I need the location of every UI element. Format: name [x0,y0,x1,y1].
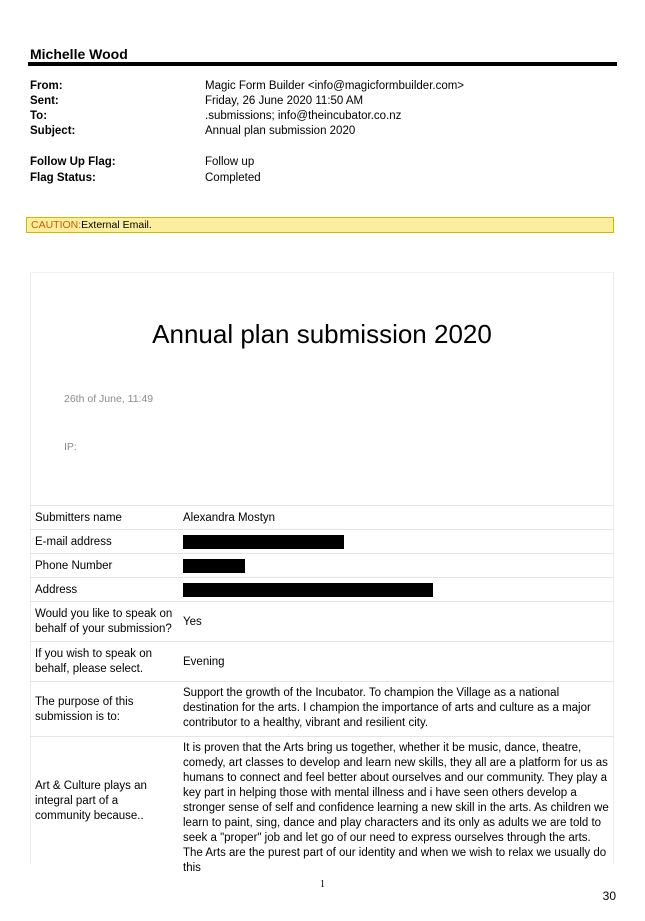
header-sent-label: Sent: [30,95,59,107]
caution-banner [26,217,614,233]
row-value: Evening [183,656,225,668]
row-label: Phone Number [35,560,113,572]
header-from-label: From: [30,80,63,92]
table-row-purpose [30,681,614,736]
redacted-phone [183,559,245,573]
form-title: Annual plan submission 2020 [152,319,492,349]
table-row-art-culture [30,736,614,874]
row-label: E-mail address [35,536,112,548]
row-label: Submitters name [35,512,122,524]
table-row-email [30,529,614,553]
header-subject-value: Annual plan submission 2020 [205,125,356,137]
header-to-value: .submissions; info@theincubator.co.nz [205,110,402,122]
row-value: Yes [183,616,202,628]
document-page-number: 30 [602,889,616,903]
flag-status-value: Completed [205,172,261,184]
row-label: Address [35,584,78,596]
table-row-phone [30,553,614,577]
sender-divider [28,62,617,66]
table-row-address [30,577,614,601]
form-date: 26th of June, 11:49 [64,393,154,405]
table-row-speak [30,601,614,641]
flag-status-label: Flag Status: [30,172,96,184]
table-row-submitters-name [30,505,614,529]
header-sent-value: Friday, 26 June 2020 11:50 AM [205,95,364,107]
header-from-value: Magic Form Builder <info@magicformbuilder.com> [205,80,465,92]
row-value: Alexandra Mostyn [183,512,276,524]
page-number: 1 [320,879,325,890]
header-subject-label: Subject: [30,125,76,137]
redacted-address [183,583,433,597]
redacted-email [183,535,344,549]
row-label: Would you like to speak on behalf of your submission? [35,608,173,635]
row-value: Support the growth of the Incubator. To champion the Village as a national destination for the arts. I champion the importance of arts and culture as a major contributor to a healthy, vibrant and resilient city. [183,687,591,729]
caution-text: External Email. [81,219,152,231]
caution-label: CAUTION: [31,219,82,231]
follow-up-flag-value: Follow up [205,156,255,168]
row-label: The purpose of this submission is to: [35,696,134,723]
follow-up-flag-label: Follow Up Flag: [30,156,116,168]
row-label: Art & Culture plays an integral part of a community because.. [35,780,147,822]
table-row-session [30,641,614,681]
header-to-label: To: [30,110,48,122]
sender-name: Michelle Wood [30,46,128,62]
form-ip: IP: [64,441,77,453]
row-label: If you wish to speak on behalf, please select. [35,648,152,675]
row-value: It is proven that the Arts bring us together, whether it be music, dance, theatre, comedy, art classes to develop and learn new skills, they all are a platform for us as humans to connect and feel better about ourselves and our community. They play a key part in helping those with mental illness and i have seen others develop a stronger sense of self and confidence learning a new skill in the arts. As children we learn to paint, sing, dance and play characters and its only as adults we are told to seek a "proper" job and let go of our need to express ourselves through the arts. The Arts are the purest part of our identity and when we wish to relax we usually do this [183,742,609,874]
